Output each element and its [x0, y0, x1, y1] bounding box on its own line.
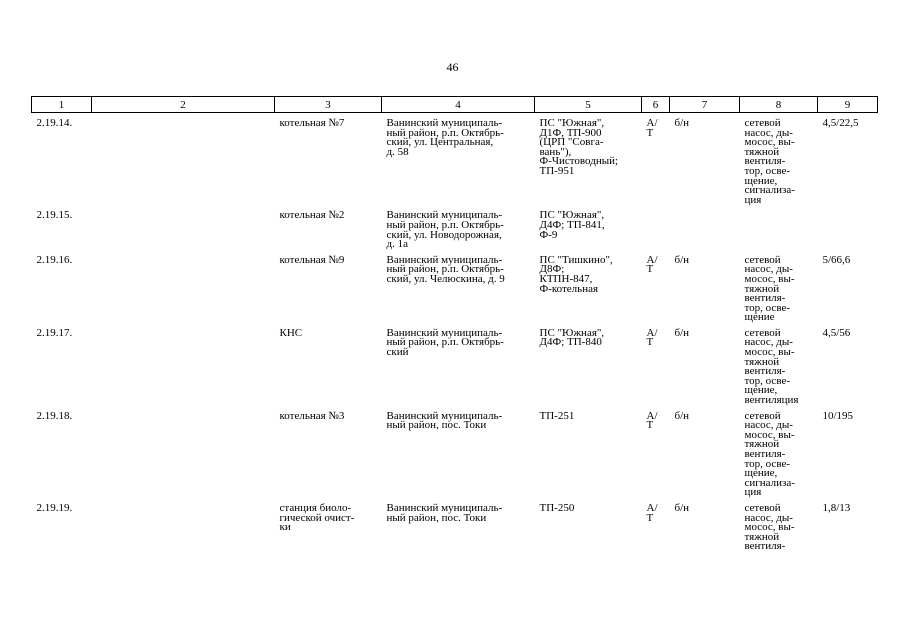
- cell-col-2: [92, 323, 275, 406]
- object-name: станция биоло- гической очист- ки: [279, 501, 355, 534]
- column-header-3: 3: [275, 97, 382, 113]
- cell-col-2: [92, 250, 275, 323]
- power-source: ПС "Южная", Д1Ф, ТП-900 (ЦРП "Совга- вань"), Ф-Чистоводный; ТП-951: [539, 117, 619, 177]
- power-source: ТП-250: [539, 501, 575, 514]
- power-value: 4,5/22,5: [822, 117, 859, 129]
- object-address: Ванинский муниципаль- ный район, пос. Токи: [386, 409, 503, 432]
- object-name: котельная №2: [279, 209, 345, 222]
- table-row: [32, 323, 878, 406]
- power-source: ПС "Южная", Д4Ф; ТП-840: [539, 326, 605, 349]
- cell-col-2: [92, 406, 275, 498]
- column-header-6: 6: [642, 97, 670, 113]
- cell-col-6: А/ Т: [646, 117, 658, 139]
- cell-col-6: А/ Т: [646, 253, 658, 276]
- column-header-9: 9: [818, 97, 878, 113]
- row-number: 2.19.16.: [36, 253, 73, 266]
- equipment: сетевой насос, ды- мосос, вы- тяжной вентиля-: [744, 501, 795, 553]
- power-source: ПС "Тишкино", Д8Ф; КТПН-847, Ф-котельная: [539, 253, 613, 295]
- column-header-2: 2: [92, 97, 275, 113]
- data-table: [31, 96, 878, 552]
- object-name: котельная №9: [279, 253, 345, 266]
- power-value: 10/195: [822, 409, 854, 422]
- object-name: КНС: [279, 326, 303, 339]
- cell-col-7: б/н: [674, 253, 690, 266]
- power-value: 1,8/13: [822, 501, 851, 514]
- row-number: 2.19.17.: [36, 326, 73, 339]
- power-value: 5/66,6: [822, 253, 851, 266]
- row-number: 2.19.19.: [36, 501, 73, 514]
- object-address: Ванинский муниципаль- ный район, р.п. Октябрь- ский, ул. Новодорожная, д. 1а: [386, 209, 504, 251]
- cell-col-6: А/ Т: [646, 501, 658, 524]
- equipment: сетевой насос, ды- мосос, вы- тяжной вентиля- тор, осве- щение, вентиляция: [744, 326, 799, 407]
- equipment: сетевой насос, ды- мосос, вы- тяжной вентиля- тор, осве- щение, сигнализа- ция: [744, 117, 795, 206]
- column-header-5: 5: [535, 97, 642, 113]
- cell-col-7: б/н: [674, 409, 690, 422]
- object-name: котельная №3: [279, 409, 345, 422]
- object-name: котельная №7: [279, 117, 345, 129]
- cell-col-6: [642, 205, 670, 249]
- cell-col-2: [92, 113, 275, 206]
- row-number: 2.19.18.: [36, 409, 73, 422]
- row-number: 2.19.15.: [36, 209, 73, 222]
- column-header-1: 1: [32, 97, 92, 113]
- power-value: 4,5/56: [822, 326, 851, 339]
- column-header-8: 8: [740, 97, 818, 113]
- object-address: Ванинский муниципаль- ный район, пос. Токи: [386, 501, 503, 524]
- equipment: сетевой насос, ды- мосос, вы- тяжной вентиля- тор, осве- щение: [744, 253, 795, 324]
- table-body: [32, 113, 878, 552]
- cell-col-6: А/ Т: [646, 409, 658, 432]
- row-number: 2.19.14.: [36, 117, 73, 129]
- table-row: [32, 498, 878, 552]
- equipment: [740, 205, 818, 249]
- cell-col-7: б/н: [674, 117, 690, 129]
- table-row: [32, 250, 878, 323]
- power-source: ТП-251: [539, 409, 575, 422]
- cell-col-7: б/н: [674, 326, 690, 339]
- object-address: Ванинский муниципаль- ный район, р.п. Октябрь- ский: [386, 326, 504, 359]
- table-row: [32, 113, 878, 206]
- equipment: сетевой насос, ды- мосос, вы- тяжной вентиля- тор, осве- щение, сигнализа- ция: [744, 409, 795, 499]
- cell-col-6: А/ Т: [646, 326, 658, 349]
- power-source: ПС "Южная", Д4Ф; ТП-841, Ф-9: [539, 209, 605, 241]
- cell-col-7: [670, 205, 740, 249]
- object-address: Ванинский муниципаль- ный район, р.п. Октябрь- ский, ул. Центральная, д. 58: [386, 117, 504, 158]
- cell-col-7: б/н: [674, 501, 690, 514]
- table-row: [32, 406, 878, 498]
- cell-col-2: [92, 498, 275, 552]
- page-number: 46: [446, 60, 459, 74]
- table-row: [32, 205, 878, 249]
- column-header-4: 4: [382, 97, 535, 113]
- column-number-row: [32, 97, 878, 113]
- column-header-7: 7: [670, 97, 740, 113]
- cell-col-2: [92, 205, 275, 249]
- object-address: Ванинский муниципаль- ный район, р.п. Октябрь- ский, ул. Челюскина, д. 9: [386, 253, 505, 285]
- power-value: [818, 205, 878, 249]
